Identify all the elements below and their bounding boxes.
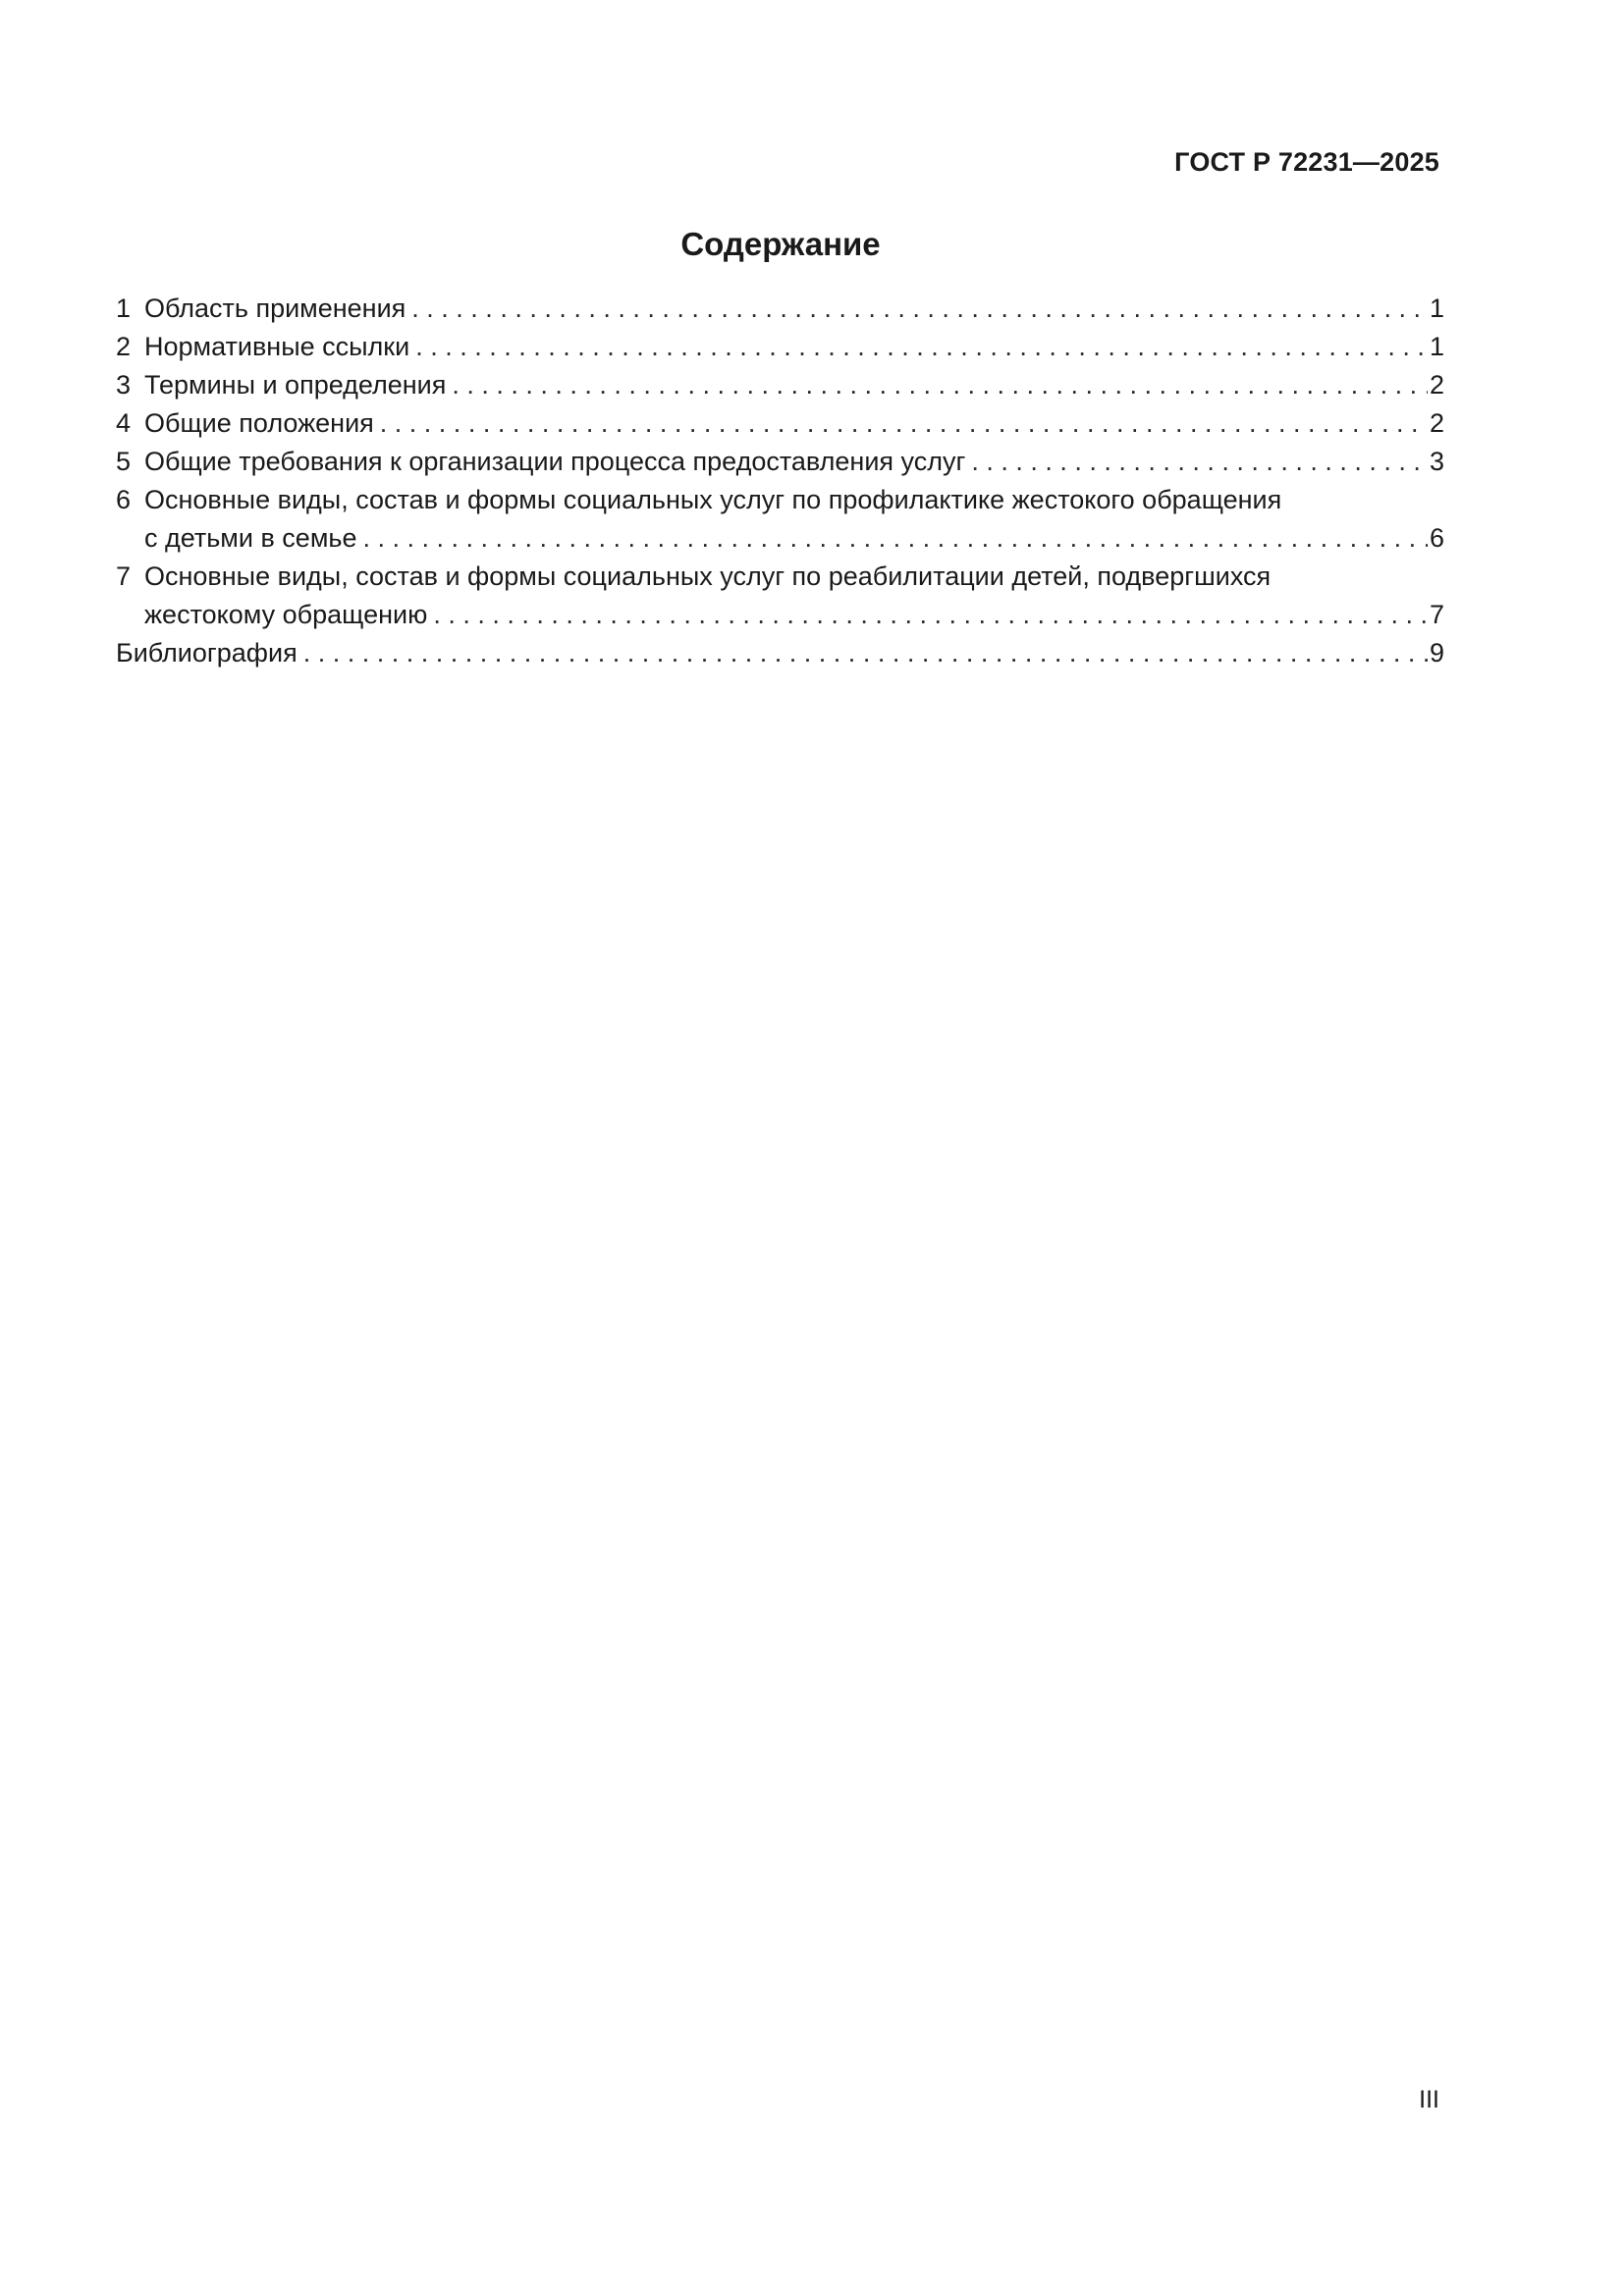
toc-entry-normative-references[interactable]: [116, 328, 1444, 366]
toc-entry-page: 2: [1429, 408, 1444, 438]
toc-leader-dots: [452, 366, 1428, 404]
toc-entry-title: Общие требования к организации процесса предоставления услуг: [144, 447, 966, 476]
toc-entry-number: 7: [116, 561, 132, 591]
toc-entry-page: 9: [1429, 638, 1444, 667]
toc-leader-dots: [971, 443, 1428, 481]
toc-line: [116, 596, 1444, 634]
table-of-contents: [116, 290, 1444, 672]
toc-leader-dots: [433, 596, 1428, 634]
toc-line: [116, 328, 1444, 366]
toc-entry-page: 3: [1429, 447, 1444, 476]
toc-entry-number: 2: [116, 332, 132, 361]
toc-entry-rehabilitation-services[interactable]: [116, 558, 1444, 634]
toc-line: [116, 481, 1444, 519]
toc-entry-number: 5: [116, 447, 132, 476]
toc-entry-page: 6: [1429, 523, 1444, 553]
toc-entry-page: 2: [1429, 370, 1444, 400]
toc-title: Содержание: [680, 226, 881, 262]
toc-line: [116, 558, 1444, 596]
toc-entry-title-line-1: Основные виды, состав и формы социальных услуг по реабилитации детей, подвергшихся: [144, 561, 1272, 591]
toc-entry-title: Нормативные ссылки: [144, 332, 410, 361]
toc-entry-title: Общие положения: [144, 408, 374, 438]
toc-line: [116, 443, 1444, 481]
toc-entry-page: 7: [1429, 600, 1444, 629]
toc-entry-page: 1: [1429, 294, 1444, 323]
toc-entry-title-line-2: с детьми в семье: [144, 523, 357, 553]
toc-leader-dots: [415, 328, 1428, 366]
toc-entry-terms-definitions[interactable]: [116, 366, 1444, 404]
document-code: ГОСТ Р 72231—2025: [1174, 147, 1439, 177]
toc-line: [116, 366, 1444, 404]
toc-entry-scope[interactable]: [116, 290, 1444, 328]
toc-leader-dots: [362, 519, 1428, 558]
page-number: III: [1419, 2086, 1439, 2113]
toc-entry-number: 4: [116, 408, 132, 438]
toc-entry-title-line-2: жестокому обращению: [144, 600, 428, 629]
toc-entry-page: 1: [1429, 332, 1444, 361]
toc-entry-prevention-services[interactable]: [116, 481, 1444, 558]
toc-entry-title: Библиография: [116, 638, 298, 667]
toc-line: [116, 519, 1444, 558]
toc-entry-number: 1: [116, 294, 132, 323]
toc-leader-dots: [380, 404, 1428, 443]
toc-line: [116, 290, 1444, 328]
toc-line: [116, 634, 1444, 672]
toc-entry-number: 6: [116, 485, 132, 514]
toc-entry-title-line-1: Основные виды, состав и формы социальных услуг по профилактике жестокого обращения: [144, 485, 1282, 514]
toc-entry-number: 3: [116, 370, 132, 400]
toc-line: [116, 404, 1444, 443]
toc-entry-title: Термины и определения: [144, 370, 447, 400]
toc-entry-title: Область применения: [144, 294, 406, 323]
toc-entry-general-provisions[interactable]: [116, 404, 1444, 443]
toc-entry-bibliography[interactable]: [116, 634, 1444, 672]
toc-leader-dots: [303, 634, 1428, 672]
toc-leader-dots: [411, 290, 1428, 328]
toc-entry-general-requirements[interactable]: [116, 443, 1444, 481]
